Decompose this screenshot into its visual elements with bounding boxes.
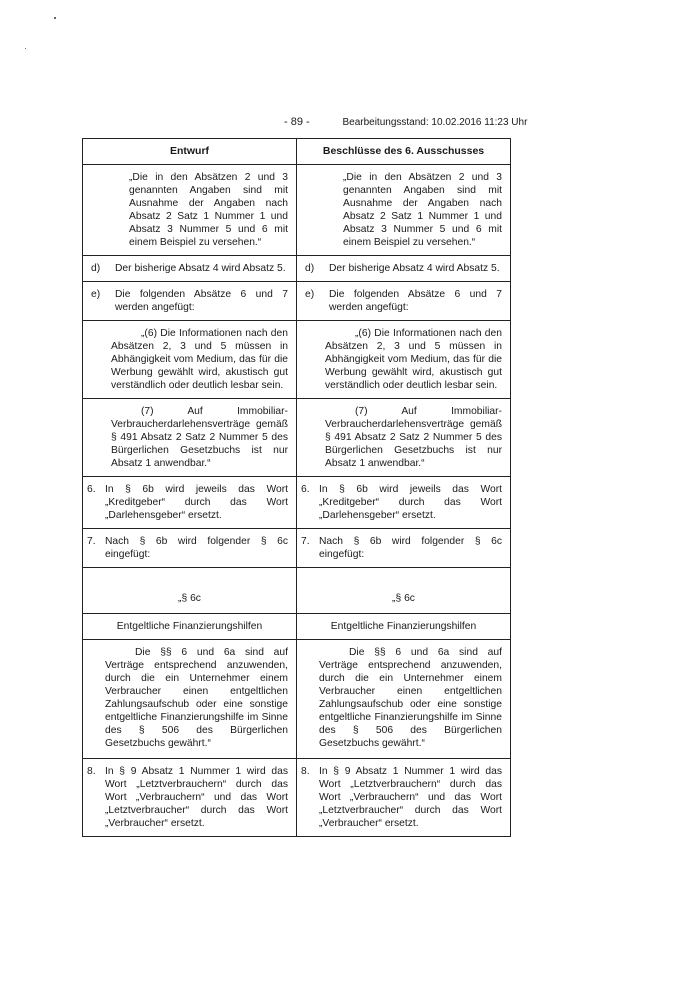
table-row — [83, 282, 511, 321]
list-item — [297, 282, 510, 320]
cell-text: Der bisherige Absatz 4 wird Absatz 5. — [329, 263, 500, 274]
table-row — [83, 321, 511, 399]
list-item — [297, 759, 510, 836]
item-label: d) — [91, 263, 101, 274]
table-row — [83, 640, 511, 759]
list-item — [83, 529, 296, 567]
item-number: 7. — [87, 536, 96, 547]
list-item — [297, 529, 510, 567]
list-item — [83, 282, 296, 320]
table-row — [83, 568, 511, 614]
cell-text: Die folgenden Absätze 6 und 7 werden angefügt: — [115, 289, 288, 313]
list-item — [83, 477, 296, 528]
list-item — [83, 759, 296, 836]
table-row — [83, 165, 511, 256]
column-header-beschluesse: Beschlüsse des 6. Ausschusses — [297, 139, 511, 165]
cell-text: (7) Auf Immobiliar-Verbraucherdarlehensverträge gemäß § 491 Absatz 2 Satz 2 Nummer 5 des Bürgerlichen Gesetzbuchs ist nur Absatz 1 anwendbar.“ — [325, 406, 502, 469]
item-label: e) — [305, 289, 315, 300]
scan-speck — [54, 17, 56, 19]
cell-text: In § 6b wird jeweils das Wort „Kreditgeber“ durch das Wort „Darlehensgeber“ ersetzt. — [319, 484, 502, 521]
table-row — [83, 529, 511, 568]
section-heading: „§ 6c — [178, 593, 201, 604]
item-number: 8. — [87, 766, 96, 777]
comparison-table — [82, 138, 511, 837]
cell-text: In § 9 Absatz 1 Nummer 1 wird das Wort „Letztverbrauchern“ durch das Wort „Verbrauchern“ und das Wort „Letztverbraucher“ durch das Wort „Verbraucher“ ersetzt. — [319, 766, 502, 829]
section-title: Entgeltliche Finanzierungshilfen — [330, 621, 477, 632]
cell-text: Der bisherige Absatz 4 wird Absatz 5. — [115, 263, 286, 274]
cell-text: „(6) Die Informationen nach den Absätzen 2, 3 und 5 müssen in Abhängigkeit vom Medium, das für die Werbung gewählt wird, akustisch gut verständlich oder deutlich lesbar sein. — [325, 328, 502, 391]
item-number: 6. — [301, 484, 310, 495]
section-heading: „§ 6c — [392, 593, 415, 604]
cell-text: „Die in den Absätzen 2 und 3 genannten Angaben sind mit Ausnahme der Angaben nach Absatz 2 Satz 1 Nummer 1 und Absatz 3 Nummer 5 und 6 mit einem Beispiel zu versehen.“ — [129, 172, 288, 248]
cell-text: Die §§ 6 und 6a sind auf Verträge entsprechend anzuwenden, durch die ein Unternehmer einem Verbraucher einen entgeltlichen Zahlungsaufschub oder eine sonstige entgeltliche Finanzierungshilfe im Sinne des § 506 des Bürgerlichen Gesetzbuchs gewährt.“ — [105, 647, 288, 749]
section-title: Entgeltliche Finanzierungshilfen — [116, 621, 263, 632]
item-number: 8. — [301, 766, 310, 777]
cell-text: Nach § 6b wird folgender § 6c eingefügt: — [319, 536, 502, 560]
table-row — [83, 256, 511, 282]
cell-text: Die §§ 6 und 6a sind auf Verträge entsprechend anzuwenden, durch die ein Unternehmer einem Verbraucher einen entgeltlichen Zahlungsaufschub oder eine sonstige entgeltliche Finanzierungshilfe im Sinne des § 506 des Bürgerlichen Gesetzbuchs gewährt.“ — [319, 647, 502, 749]
cell-text: „(6) Die Informationen nach den Absätzen 2, 3 und 5 müssen in Abhängigkeit vom Medium, das für die Werbung gewählt wird, akustisch gut verständlich oder deutlich lesbar sein. — [111, 328, 288, 391]
table-row — [83, 399, 511, 477]
page-number: - 89 - — [284, 116, 310, 128]
table-header-row — [83, 139, 511, 165]
list-item — [297, 477, 510, 528]
edit-status: Bearbeitungsstand: 10.02.2016 11:23 Uhr — [342, 117, 528, 128]
item-label: e) — [91, 289, 101, 300]
table-row — [83, 477, 511, 529]
cell-text: (7) Auf Immobiliar-Verbraucherdarlehensverträge gemäß § 491 Absatz 2 Satz 2 Nummer 5 des Bürgerlichen Gesetzbuchs ist nur Absatz 1 anwendbar.“ — [111, 406, 288, 469]
item-number: 6. — [87, 484, 96, 495]
cell-text: „Die in den Absätzen 2 und 3 genannten Angaben sind mit Ausnahme der Angaben nach Absatz 2 Satz 1 Nummer 1 und Absatz 3 Nummer 5 und 6 mit einem Beispiel zu versehen.“ — [343, 172, 502, 248]
cell-text: In § 6b wird jeweils das Wort „Kreditgeber“ durch das Wort „Darlehensgeber“ ersetzt. — [105, 484, 288, 521]
cell-text: Die folgenden Absätze 6 und 7 werden angefügt: — [329, 289, 502, 313]
scan-speck — [25, 48, 26, 49]
cell-text: In § 9 Absatz 1 Nummer 1 wird das Wort „Letztverbrauchern“ durch das Wort „Verbrauchern“ und das Wort „Letztverbraucher“ durch das Wort „Verbraucher“ ersetzt. — [105, 766, 288, 829]
table-row — [83, 759, 511, 837]
cell-text: Nach § 6b wird folgender § 6c eingefügt: — [105, 536, 288, 560]
column-header-entwurf: Entwurf — [83, 139, 297, 165]
list-item — [83, 256, 296, 281]
page-header — [284, 116, 528, 128]
item-label: d) — [305, 263, 315, 274]
list-item — [297, 256, 510, 281]
item-number: 7. — [301, 536, 310, 547]
table-row — [83, 614, 511, 640]
